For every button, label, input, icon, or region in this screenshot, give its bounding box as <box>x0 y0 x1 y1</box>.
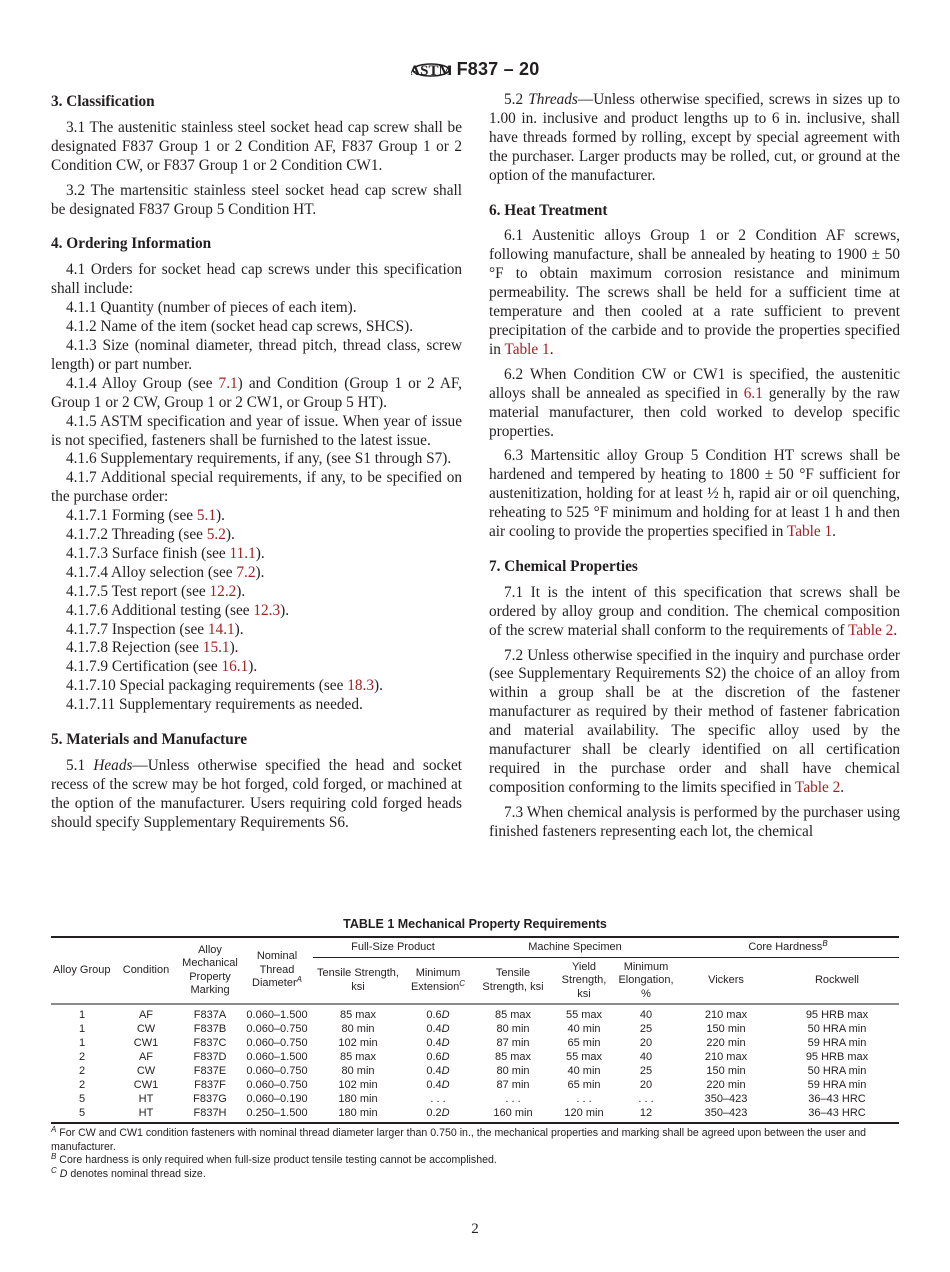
item-4-1-5: 4.1.5 ASTM specification and year of issue. When year of issue is not specified, fasteners shall be furnished to the latest issue. <box>51 412 462 449</box>
para-7-3: 7.3 When chemical analysis is performed by the purchaser using finished fasteners representing each lot, the chemical <box>489 803 900 840</box>
table-cell: . . . <box>505 1093 521 1105</box>
table-cell <box>403 1022 473 1036</box>
header-group-full-size: Full-Size Product <box>313 937 473 957</box>
table-cell: HT <box>138 1093 154 1105</box>
table-cell: 25 <box>639 1065 653 1077</box>
table-cell: F837H <box>179 1106 241 1123</box>
table-cell: . . . <box>576 1093 592 1105</box>
extension-value: 0.2 <box>426 1107 442 1119</box>
cross-ref-link[interactable]: 16.1 <box>221 658 249 676</box>
section-5-title: 5. Materials and Manufacture <box>51 731 248 749</box>
table-cell: 0.060–0.190 <box>246 1093 308 1105</box>
table-cell: CW1 <box>133 1037 159 1049</box>
header-fs-extension <box>403 957 473 1004</box>
para-text: 6.1 Austenitic alloys Group 1 or 2 Condition AF screws, following manufacture, shall be annealed by heating to 1900 ± 50 °F to obtain maximum corrosion resistance and minimum permeability. The screws shall be held for a sufficient time at temperature and then cooled at a rate sufficient to prevent precipitation of the carbide and to provide the properties specified in <box>489 227 900 358</box>
para-5-2 <box>489 91 900 186</box>
table-cell: 210 max <box>704 1051 748 1063</box>
cross-ref-link[interactable]: 15.1 <box>202 639 230 657</box>
table-cell: F837E <box>193 1065 227 1077</box>
table-cell: 180 min <box>338 1093 378 1105</box>
footnote-text: Core hardness is only required when full-size product tensile testing cannot be accomplished. <box>56 1154 497 1166</box>
list-item-text: 4.1.7.4 Alloy selection (see <box>66 563 237 581</box>
para-text: 6.2 When Condition CW or CW1 is specified, the austenitic alloys shall be annealed as specified in <box>489 365 900 402</box>
table-cell: 1 <box>79 1023 86 1035</box>
table-cell: 95 HRB max <box>805 1009 869 1021</box>
para-text-end: . <box>840 778 845 796</box>
list-item-text-end: ). <box>225 526 235 544</box>
footnote-marker-a: A <box>296 975 302 985</box>
list-item-text: 4.1.7.10 Special packaging requirements (see <box>66 677 348 695</box>
page-number: 2 <box>471 1221 479 1237</box>
extension-value: 0.4 <box>426 1023 442 1035</box>
extension-unit: D <box>441 1037 450 1049</box>
link-table-2[interactable]: Table 2 <box>848 621 894 639</box>
table-cell: 1 <box>79 1009 86 1021</box>
table-cell: 85 max <box>494 1051 532 1063</box>
header-vickers: Vickers <box>677 957 775 1004</box>
footnote-text: For CW and CW1 condition fasteners with nominal thread diameter larger than 0.750 in., the mechanical properties and marking shall be agreed upon between the user and manufacturer. <box>51 1127 867 1153</box>
table-row <box>51 1036 899 1050</box>
page-header <box>0 55 950 83</box>
table-cell: 85 max <box>494 1009 532 1021</box>
extension-value: 0.6 <box>426 1009 442 1021</box>
item-4-1-1: 4.1.1 Quantity (number of pieces of each item). <box>66 299 357 317</box>
para-number: 5.1 <box>66 757 94 774</box>
table-cell: 0.060–1.500 <box>246 1051 308 1063</box>
list-item-text: 4.1.7.11 Supplementary requirements as needed. <box>66 696 363 714</box>
item-4-1-4-text-end: ) and Condition (Group 1 or 2 AF, Group 1 or 2 CW, Group 1 or 2 CW1, or Group 5 HT). <box>51 374 462 411</box>
table-cell: CW <box>136 1065 156 1077</box>
table-1 <box>51 917 899 1181</box>
table-cell: 59 HRA min <box>807 1079 867 1091</box>
para-3-1: 3.1 The austenitic stainless steel socket head cap screw shall be designated F837 Group 1 or 2 Condition AF, F837 Group 1 or 2 Condition CW, or F837 Group 1 or 2 Condition CW1. <box>51 118 462 174</box>
item-4-1-7: 4.1.7 Additional special requirements, if any, to be specified on the purchase order: <box>51 469 462 506</box>
table-cell: 40 <box>639 1051 653 1063</box>
list-item-text-end: ). <box>373 677 383 695</box>
table-cell: 120 min <box>553 1106 615 1123</box>
footnote-symbol: D <box>56 1167 68 1180</box>
para-text-end: generally by the raw material manufacturer, then cold worked to develop specific properties. <box>489 384 900 440</box>
header-core-label: Core Hardness <box>748 941 823 953</box>
para-text: —Unless otherwise specified the head and socket recess of the screw may be hot forged, cold forged, or machined at the option of the manufacturer. Users requiring cold forged heads should specify Supplementary Requirements S6. <box>51 757 462 831</box>
header-marking: Alloy Mechanical Property Marking <box>179 937 241 1004</box>
para-heading: Heads <box>93 757 133 774</box>
left-column <box>51 91 462 839</box>
table-cell: 80 min <box>496 1065 530 1077</box>
table-row <box>51 1022 899 1036</box>
right-column <box>489 91 900 848</box>
footnote-marker: A <box>51 1125 57 1134</box>
list-item-text-end: ). <box>216 507 225 525</box>
extension-value: 0.4 <box>426 1037 442 1049</box>
table-cell: 0.060–0.750 <box>246 1023 308 1035</box>
table-cell: 180 min <box>313 1106 403 1123</box>
table-cell: 40 min <box>567 1023 601 1035</box>
table-cell: 65 min <box>567 1079 601 1091</box>
table-cell <box>403 1078 473 1092</box>
table-cell: 59 HRA min <box>807 1037 867 1049</box>
link-6-1[interactable]: 6.1 <box>743 384 763 402</box>
link-table-1[interactable]: Table 1 <box>504 340 550 358</box>
table-cell: 0.060–1.500 <box>246 1009 308 1021</box>
table-cell: 0.060–0.750 <box>246 1065 308 1077</box>
table-cell: F837F <box>194 1079 226 1091</box>
item-4-1-4 <box>51 375 462 413</box>
table-cell: 5 <box>79 1093 86 1105</box>
table-cell: 150 min <box>706 1023 746 1035</box>
table-cell: 2 <box>79 1079 86 1091</box>
table-cell: 55 max <box>565 1051 603 1063</box>
extension-unit: D <box>441 1079 450 1091</box>
table-cell: 12 <box>615 1106 677 1123</box>
list-item <box>51 696 462 715</box>
item-4-1-3: 4.1.3 Size (nominal diameter, thread pitch, thread class, screw length) or part number. <box>51 336 462 373</box>
table-cell: 220 min <box>706 1079 746 1091</box>
para-number: 5.2 <box>504 91 529 108</box>
table-cell: F837G <box>193 1093 227 1105</box>
para-5-1 <box>51 757 462 833</box>
footnote-c <box>51 1165 899 1182</box>
para-6-1 <box>489 227 900 359</box>
header-ms-elongation: Minimum Elongation, % <box>615 957 677 1004</box>
cross-ref-link[interactable]: 7.2 <box>236 563 256 581</box>
table-cell: 150 min <box>706 1065 746 1077</box>
footnote-marker: C <box>51 1165 57 1175</box>
list-item <box>51 564 462 583</box>
footnote-marker: B <box>51 1152 57 1161</box>
table-cell: 210 max <box>704 1009 748 1021</box>
list-item-text-end: ). <box>255 563 265 581</box>
para-6-2 <box>489 366 900 442</box>
section-6-title: 6. Heat Treatment <box>489 201 608 219</box>
table-cell: F837D <box>193 1051 227 1063</box>
header-extension-label: Minimum Extension <box>410 967 461 993</box>
table-cell: AF <box>138 1009 154 1021</box>
table-cell <box>403 1004 473 1022</box>
table-cell: 40 <box>639 1009 653 1021</box>
table-cell: 102 min <box>338 1079 378 1091</box>
cross-ref-link[interactable]: 5.2 <box>206 526 226 544</box>
footnote-a <box>51 1127 899 1154</box>
table-cell <box>403 1050 473 1064</box>
para-text-end: . <box>549 340 554 358</box>
para-3-2: 3.2 The martensitic stainless steel socket head cap screw shall be designated F837 Group 5 Condition HT. <box>51 181 462 218</box>
table-cell: 350–423 <box>704 1093 748 1105</box>
header-diameter <box>241 937 313 1004</box>
table-cell: F837B <box>193 1023 227 1035</box>
cross-ref-link[interactable]: 12.2 <box>209 582 237 600</box>
table-row <box>51 1106 899 1123</box>
table-title: TABLE 1 Mechanical Property Requirements <box>343 917 607 931</box>
table-cell: 160 min <box>473 1106 553 1123</box>
header-condition: Condition <box>113 937 179 1004</box>
extension-unit: D <box>441 1051 450 1063</box>
para-6-3 <box>489 447 900 542</box>
header-fs-tensile: Tensile Strength, ksi <box>313 957 403 1004</box>
item-4-1-6: 4.1.6 Supplementary requirements, if any, (see S1 through S7). <box>66 450 452 468</box>
para-text: 6.3 Martensitic alloy Group 5 Condition HT screws shall be hardened and tempered by heating to 1800 ± 50 °F sufficient for austenitization, holding for at least ½ h, rapid air or oil quenching, reheating to 525 °F minimum and holding for at least 1 h and then air cooling to provide the properties specified in <box>489 447 900 541</box>
link-table-2[interactable]: Table 2 <box>795 778 841 796</box>
para-text: —Unless otherwise specified, screws in sizes up to 1.00 in. inclusive and product lengths up to 6 in. inclusive, shall have threads formed by rolling, except by special agreement with the purchaser. Larger products may be rolled, cut, or ground at the option of the manufacturer. <box>489 91 900 184</box>
extension-unit: D <box>441 1107 450 1119</box>
list-item-text-end: ). <box>255 544 265 562</box>
table-cell: 350–423 <box>677 1106 775 1123</box>
table-cell: HT <box>113 1106 179 1123</box>
cross-ref-link[interactable]: 5.1 <box>196 507 216 525</box>
table-cell: 55 max <box>565 1009 603 1021</box>
table-row <box>51 1004 899 1022</box>
table-cell: 65 min <box>567 1037 601 1049</box>
table-cell: 80 min <box>341 1023 375 1035</box>
table-cell: 50 HRA min <box>807 1023 867 1035</box>
extension-unit: D <box>441 1065 450 1077</box>
cross-ref-link[interactable]: 14.1 <box>207 620 235 638</box>
astm-logo-icon <box>411 55 451 83</box>
list-item-text-end: ). <box>236 582 246 600</box>
list-item-text: 4.1.7.3 Surface finish (see <box>66 544 230 562</box>
header-group-core <box>677 937 899 957</box>
footnote-text: denotes nominal thread size. <box>67 1167 206 1180</box>
table-cell: . . . <box>638 1093 654 1105</box>
para-text: 7.2 Unless otherwise specified in the inquiry and purchase order (see Supplementary Requirements S2) the choice of an alloy from within a group shall be at the discretion of the fastener manufacturer as required by their method of fastener fabrication and material availability. The specific alloy used by the manufacturer shall be clearly identified on all certification required in the purchase order and shall have chemical composition conforming to the limits specified in <box>489 646 900 796</box>
list-item <box>51 677 462 696</box>
item-4-1-4-text: 4.1.4 Alloy Group (see <box>66 374 219 392</box>
svg-text:ASTM: ASTM <box>410 63 451 79</box>
table-cell: CW1 <box>133 1079 159 1091</box>
table-cell <box>403 1064 473 1078</box>
mechanical-property-table <box>51 936 899 1124</box>
header-alloy-group: Alloy Group <box>51 937 113 1004</box>
header-group-machine: Machine Specimen <box>473 937 677 957</box>
header-ms-yield: Yield Strength, ksi <box>553 957 615 1004</box>
list-item <box>51 507 462 526</box>
table-cell: 50 HRA min <box>807 1065 867 1077</box>
table-cell: 20 <box>639 1079 653 1091</box>
para-4-1: 4.1 Orders for socket head cap screws under this specification shall include: <box>51 261 462 298</box>
table-footnotes <box>51 1127 899 1181</box>
table-cell: 2 <box>79 1065 86 1077</box>
document-id: F837 – 20 <box>456 58 540 79</box>
list-item-text: 4.1.7.9 Certification (see <box>66 658 222 676</box>
para-heading: Threads <box>528 91 578 108</box>
list-item <box>51 639 462 658</box>
section-7-title: 7. Chemical Properties <box>489 557 638 575</box>
table-cell: F837A <box>193 1009 227 1021</box>
table-cell: 36–43 HRC <box>775 1106 899 1123</box>
table-cell: F837C <box>193 1037 227 1049</box>
link-table-1[interactable]: Table 1 <box>786 523 833 541</box>
table-cell <box>403 1106 473 1123</box>
table-cell: 1 <box>79 1037 86 1049</box>
list-item-text: 4.1.7.2 Threading (see <box>66 526 207 544</box>
table-row <box>51 1078 899 1092</box>
table-cell: 0.060–0.750 <box>246 1079 308 1091</box>
cross-ref-link[interactable]: 18.3 <box>347 677 374 695</box>
list-item <box>51 545 462 564</box>
table-cell: 0.250–1.500 <box>241 1106 313 1123</box>
table-cell: 40 min <box>567 1065 601 1077</box>
list-item <box>51 526 462 545</box>
table-cell: 102 min <box>338 1037 378 1049</box>
table-cell: 80 min <box>341 1065 375 1077</box>
item-4-1-2: 4.1.2 Name of the item (socket head cap screws, SHCS). <box>66 318 414 336</box>
header-rockwell: Rockwell <box>775 957 899 1004</box>
table-body <box>51 1004 899 1123</box>
table-cell: 87 min <box>496 1079 530 1091</box>
cross-ref-link[interactable]: 12.3 <box>253 601 281 619</box>
table-cell: 5 <box>51 1106 113 1123</box>
list-item <box>51 658 462 677</box>
table-cell: AF <box>138 1051 154 1063</box>
table-cell: CW <box>136 1023 156 1035</box>
table-cell: 0.060–0.750 <box>246 1037 308 1049</box>
list-item-text: 4.1.7.8 Rejection (see <box>66 639 203 657</box>
extension-value: 0.4 <box>426 1065 442 1077</box>
extension-value: 0.4 <box>426 1079 442 1091</box>
para-7-2 <box>489 647 900 798</box>
footnote-marker-b: B <box>822 939 828 948</box>
para-text-end: . <box>893 621 898 639</box>
para-7-1 <box>489 584 900 641</box>
section-3-title: 3. Classification <box>51 93 155 110</box>
table-cell: 220 min <box>706 1037 746 1049</box>
para-text-end: . <box>832 523 836 541</box>
table-row <box>51 1050 899 1064</box>
header-ms-tensile: Tensile Strength, ksi <box>473 957 553 1004</box>
table-cell: . . . <box>430 1093 446 1105</box>
table-row <box>51 1064 899 1078</box>
list-item-text: 4.1.7.1 Forming (see <box>66 507 197 525</box>
list-item-text-end: ). <box>248 658 258 676</box>
footnote-marker-c: C <box>459 978 466 988</box>
footnote-b <box>51 1154 899 1168</box>
table-row <box>51 1092 899 1106</box>
cross-ref-link[interactable]: 11.1 <box>229 544 256 562</box>
table-cell: 20 <box>639 1037 653 1049</box>
list-item-text-end: ). <box>234 620 244 638</box>
list-item-text: 4.1.7.7 Inspection (see <box>66 620 208 638</box>
list-item <box>51 602 462 621</box>
extension-value: 0.6 <box>426 1051 442 1063</box>
header-diameter-label: Nominal Thread Diameter <box>252 950 298 990</box>
list-item-text-end: ). <box>280 601 290 619</box>
extension-unit: D <box>441 1023 450 1035</box>
table-cell: 85 max <box>339 1009 377 1021</box>
table-cell: 25 <box>639 1023 653 1035</box>
table-cell: 36–43 HRC <box>808 1093 866 1105</box>
table-cell: 80 min <box>496 1023 530 1035</box>
sub-item-list <box>51 507 462 715</box>
table-cell: 95 HRB max <box>805 1051 869 1063</box>
extension-unit: D <box>441 1009 450 1021</box>
list-item-text: 4.1.7.6 Additional testing (see <box>66 601 254 619</box>
list-item-text-end: ). <box>229 639 239 657</box>
table-cell <box>403 1036 473 1050</box>
list-item <box>51 621 462 640</box>
table-cell: 87 min <box>496 1037 530 1049</box>
section-4-title: 4. Ordering Information <box>51 235 212 253</box>
table-cell: 85 max <box>339 1051 377 1063</box>
para-text: 7.1 It is the intent of this specification that screws shall be ordered by alloy group and condition. The chemical composition of the screw material shall conform to the requirements of <box>489 583 900 639</box>
table-cell: 2 <box>79 1051 86 1063</box>
list-item-text: 4.1.7.5 Test report (see <box>66 582 210 600</box>
link-7-1[interactable]: 7.1 <box>218 374 238 392</box>
list-item <box>51 583 462 602</box>
